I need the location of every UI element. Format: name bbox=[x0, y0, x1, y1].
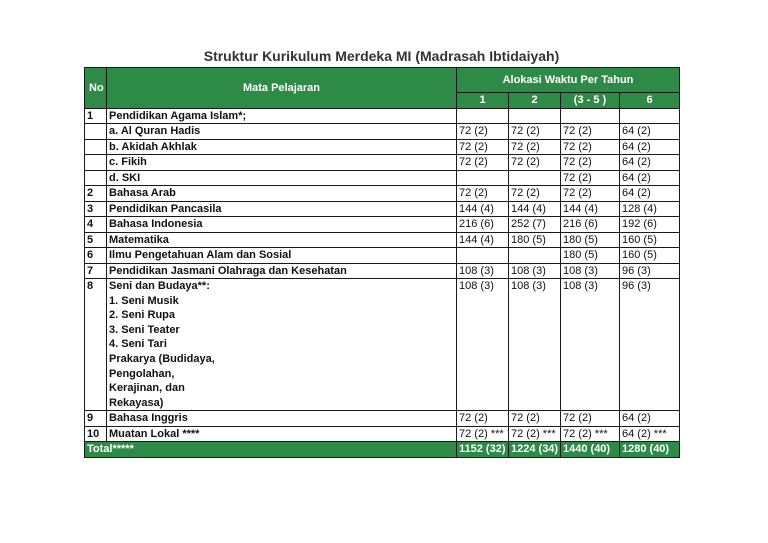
header-grade-3-5: (3 - 5 ) bbox=[561, 93, 620, 109]
total-row bbox=[85, 442, 680, 458]
allocation-cell: 144 (4) bbox=[509, 201, 561, 217]
row-number bbox=[85, 139, 107, 155]
allocation-cell bbox=[509, 248, 561, 264]
subject-name: Bahasa Arab bbox=[107, 186, 457, 202]
allocation-cell: 108 (3) bbox=[561, 279, 620, 411]
row-number: 3 bbox=[85, 201, 107, 217]
allocation-cell: 72 (2) bbox=[457, 139, 509, 155]
allocation-cell bbox=[509, 108, 561, 124]
subject-name: Ilmu Pengetahuan Alam dan Sosial bbox=[107, 248, 457, 264]
subject-line: Prakarya (Budidaya, bbox=[109, 352, 215, 365]
allocation-cell: 72 (2) *** bbox=[509, 426, 561, 442]
allocation-cell: 72 (2) bbox=[457, 124, 509, 140]
allocation-cell: 64 (2) bbox=[620, 124, 680, 140]
subject-name: Bahasa Inggris bbox=[107, 411, 457, 427]
allocation-cell: 72 (2) *** bbox=[457, 426, 509, 442]
row-number: 8 bbox=[85, 279, 107, 411]
row-number bbox=[85, 124, 107, 140]
total-value: 1280 (40) bbox=[620, 442, 680, 458]
allocation-cell bbox=[457, 108, 509, 124]
allocation-cell: 144 (4) bbox=[457, 201, 509, 217]
allocation-cell bbox=[457, 170, 509, 186]
allocation-cell: 180 (5) bbox=[561, 232, 620, 248]
curriculum-table bbox=[84, 67, 680, 458]
allocation-cell: 160 (5) bbox=[620, 248, 680, 264]
header-grade-1: 1 bbox=[457, 93, 509, 109]
allocation-cell: 96 (3) bbox=[620, 263, 680, 279]
allocation-cell: 72 (2) bbox=[561, 155, 620, 171]
table-row bbox=[85, 170, 680, 186]
allocation-cell: 108 (3) bbox=[509, 279, 561, 411]
header-subject: Mata Pelajaran bbox=[107, 68, 457, 109]
header-grade-2: 2 bbox=[509, 93, 561, 109]
subject-line: Seni dan Budaya**: bbox=[109, 280, 210, 292]
table-row bbox=[85, 248, 680, 264]
allocation-cell: 64 (2) bbox=[620, 186, 680, 202]
subject-line: Pengolahan, bbox=[109, 367, 175, 380]
header-grade-6: 6 bbox=[620, 93, 680, 109]
row-number: 6 bbox=[85, 248, 107, 264]
row-number: 10 bbox=[85, 426, 107, 442]
allocation-cell: 64 (2) bbox=[620, 170, 680, 186]
allocation-cell: 72 (2) bbox=[509, 155, 561, 171]
table-row bbox=[85, 155, 680, 171]
allocation-cell: 72 (2) bbox=[509, 411, 561, 427]
allocation-cell: 72 (2) bbox=[509, 139, 561, 155]
allocation-cell: 72 (2) bbox=[509, 186, 561, 202]
allocation-cell: 64 (2) bbox=[620, 155, 680, 171]
subject-name: Pendidikan Pancasila bbox=[107, 201, 457, 217]
table-row bbox=[85, 411, 680, 427]
allocation-cell bbox=[620, 108, 680, 124]
row-number: 5 bbox=[85, 232, 107, 248]
table-row bbox=[85, 217, 680, 233]
allocation-cell: 72 (2) bbox=[561, 124, 620, 140]
subject-line: Rekayasa) bbox=[109, 396, 164, 409]
allocation-cell: 72 (2) bbox=[561, 411, 620, 427]
header-row bbox=[85, 68, 680, 93]
row-number: 4 bbox=[85, 217, 107, 233]
document-title: Struktur Kurikulum Merdeka MI (Madrasah Ibtidaiyah) bbox=[203, 48, 560, 64]
subject-line: Kerajinan, dan bbox=[109, 382, 185, 395]
subject-name: c. Fikih bbox=[107, 155, 457, 171]
allocation-cell: 72 (2) *** bbox=[561, 426, 620, 442]
allocation-cell: 128 (4) bbox=[620, 201, 680, 217]
allocation-cell: 64 (2) bbox=[620, 411, 680, 427]
header-no: No bbox=[85, 68, 107, 109]
allocation-cell: 108 (3) bbox=[457, 263, 509, 279]
subject-line: 2. Seni Rupa bbox=[109, 309, 176, 322]
allocation-cell: 72 (2) bbox=[561, 170, 620, 186]
table-row bbox=[85, 139, 680, 155]
allocation-cell: 108 (3) bbox=[561, 263, 620, 279]
allocation-cell: 72 (2) bbox=[457, 186, 509, 202]
subject-name: Matematika bbox=[107, 232, 457, 248]
allocation-cell: 216 (6) bbox=[561, 217, 620, 233]
total-value: 1224 (34) bbox=[509, 442, 561, 458]
row-number: 2 bbox=[85, 186, 107, 202]
allocation-cell: 72 (2) bbox=[457, 155, 509, 171]
allocation-cell: 252 (7) bbox=[509, 217, 561, 233]
subject-name: b. Akidah Akhlak bbox=[107, 139, 457, 155]
allocation-cell: 72 (2) bbox=[457, 411, 509, 427]
total-value: 1440 (40) bbox=[561, 442, 620, 458]
allocation-cell: 180 (5) bbox=[509, 232, 561, 248]
allocation-cell: 160 (5) bbox=[620, 232, 680, 248]
subject-name: Muatan Lokal **** bbox=[107, 426, 457, 442]
allocation-cell: 72 (2) bbox=[509, 124, 561, 140]
subject-name: Pendidikan Agama Islam*; bbox=[107, 108, 457, 124]
row-number: 9 bbox=[85, 411, 107, 427]
allocation-cell: 108 (3) bbox=[457, 279, 509, 411]
subject-name: a. Al Quran Hadis bbox=[107, 124, 457, 140]
total-label: Total***** bbox=[85, 442, 457, 458]
row-number: 7 bbox=[85, 263, 107, 279]
table-row bbox=[85, 426, 680, 442]
allocation-cell bbox=[561, 108, 620, 124]
table-row bbox=[85, 201, 680, 217]
allocation-cell: 64 (2) bbox=[620, 139, 680, 155]
row-number: 1 bbox=[85, 108, 107, 124]
table-row bbox=[85, 108, 680, 124]
subject-name: Pendidikan Jasmani Olahraga dan Kesehatan bbox=[107, 263, 457, 279]
subject-name bbox=[107, 279, 457, 411]
allocation-cell: 216 (6) bbox=[457, 217, 509, 233]
total-value: 1152 (32) bbox=[457, 442, 509, 458]
table-row bbox=[85, 186, 680, 202]
table-row bbox=[85, 263, 680, 279]
subject-line: 1. Seni Musik bbox=[109, 294, 179, 307]
subject-name: d. SKI bbox=[107, 170, 457, 186]
table-row-arts bbox=[85, 279, 680, 411]
allocation-cell: 96 (3) bbox=[620, 279, 680, 411]
allocation-cell: 192 (6) bbox=[620, 217, 680, 233]
table-row bbox=[85, 232, 680, 248]
subject-line: 3. Seni Teater bbox=[109, 323, 180, 336]
allocation-cell: 72 (2) bbox=[561, 186, 620, 202]
allocation-cell bbox=[457, 248, 509, 264]
header-allocation: Alokasi Waktu Per Tahun bbox=[457, 68, 680, 93]
table-row bbox=[85, 124, 680, 140]
row-number bbox=[85, 170, 107, 186]
allocation-cell: 180 (5) bbox=[561, 248, 620, 264]
subject-name: Bahasa Indonesia bbox=[107, 217, 457, 233]
subject-line: 4. Seni Tari bbox=[109, 338, 167, 351]
allocation-cell: 144 (4) bbox=[561, 201, 620, 217]
allocation-cell: 144 (4) bbox=[457, 232, 509, 248]
row-number bbox=[85, 155, 107, 171]
allocation-cell bbox=[509, 170, 561, 186]
allocation-cell: 108 (3) bbox=[509, 263, 561, 279]
allocation-cell: 72 (2) bbox=[561, 139, 620, 155]
allocation-cell: 64 (2) *** bbox=[620, 426, 680, 442]
